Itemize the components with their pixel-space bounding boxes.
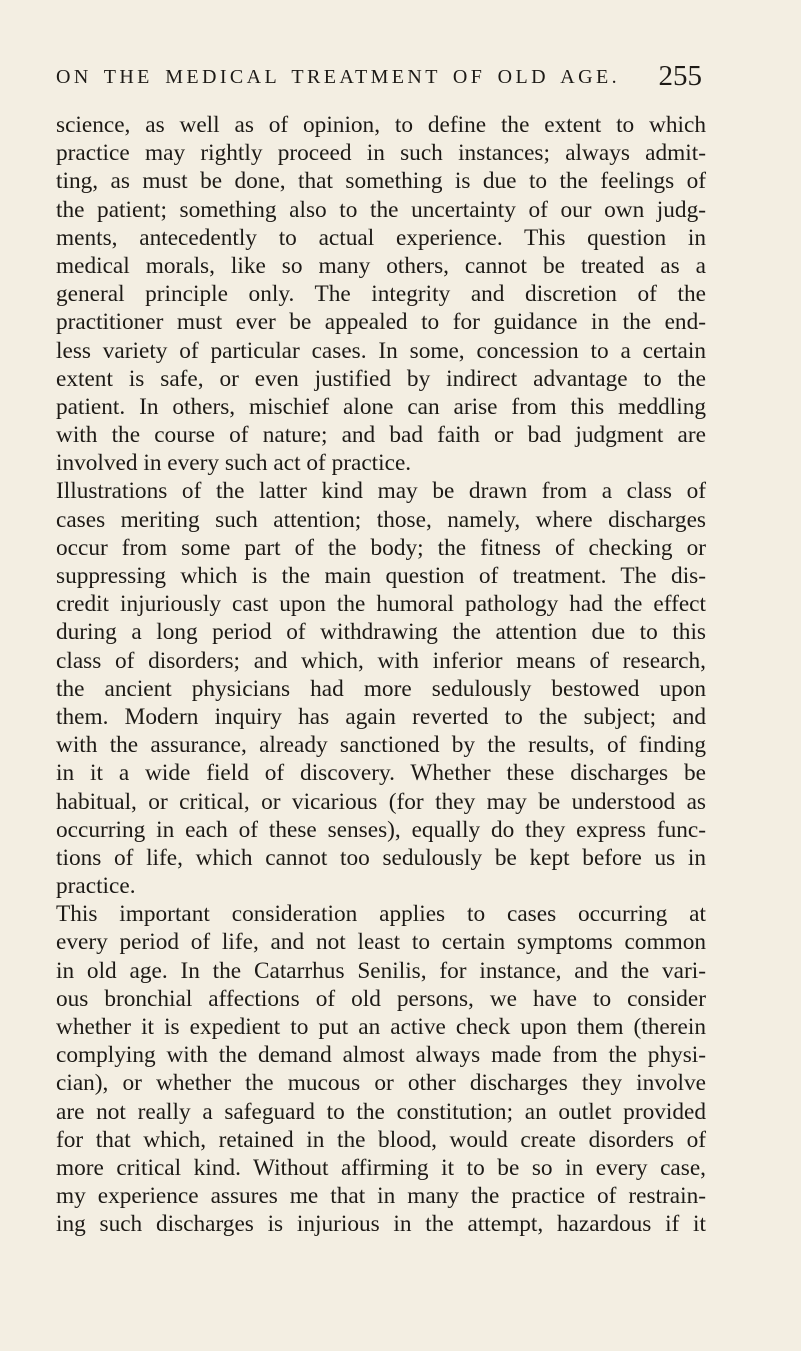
text-line: the ancient physicians had more sedulously bestowed upon: [56, 675, 706, 702]
text-line: practitioner must ever be appealed to for guidance in the end-: [56, 309, 706, 336]
text-line: less variety of particular cases. In some, concession to a certain: [56, 337, 706, 364]
text-line: ous bronchial affections of old persons, we have to consider: [56, 985, 706, 1012]
running-header: [56, 62, 704, 96]
text-line: patient. In others, mischief alone can arise from this meddling: [56, 393, 706, 420]
text-line: every period of life, and not least to certain symptoms common: [56, 929, 706, 956]
text-line: general principle only. The integrity and discretion of the: [56, 281, 706, 308]
text-line: Illustrations of the latter kind may be drawn from a class of: [56, 478, 706, 505]
text-line: occur from some part of the body; the fitness of checking or: [56, 534, 706, 561]
text-line: involved in every such act of practice.: [56, 450, 412, 477]
text-line: cases meriting such attention; those, namely, where discharges: [56, 506, 706, 533]
text-line: ments, antecedently to actual experience. This question in: [56, 224, 706, 251]
text-line: class of disorders; and which, with inferior means of research,: [56, 647, 706, 674]
text-line: cian), or whether the mucous or other discharges they involve: [56, 1070, 706, 1097]
text-line: credit injuriously cast upon the humoral pathology had the effect: [56, 591, 706, 618]
text-line: suppressing which is the main question of treatment. The dis-: [56, 563, 706, 589]
text-line: with the assurance, already sanctioned by the results, of finding: [56, 732, 706, 759]
text-line: This important consideration applies to cases occurring at: [56, 901, 706, 928]
text-line: ing such discharges is injurious in the attempt, hazardous if it: [56, 1211, 706, 1238]
text-line: with the course of nature; and bad faith or bad judgment are: [56, 422, 706, 449]
text-line: them. Modern inquiry has again reverted to the subject; and: [56, 703, 706, 730]
text-line: habitual, or critical, or vicarious (for they may be understood as: [56, 788, 706, 815]
text-line: tions of life, which cannot too sedulously be kept before us in: [56, 844, 706, 871]
text-line: in it a wide field of discovery. Whether these discharges be: [56, 760, 706, 787]
text-line: ting, as must be done, that something is due to the feelings of: [56, 168, 706, 195]
running-title: ON THE MEDICAL TREATMENT OF OLD AGE.: [56, 66, 620, 88]
text-line: science, as well as of opinion, to define the extent to which: [56, 112, 706, 138]
text-line: complying with the demand almost always made from the physi-: [56, 1042, 706, 1069]
text-line: whether it is expedient to put an active check upon them (therein: [56, 1014, 706, 1040]
text-line: medical morals, like so many others, cannot be treated as a: [56, 252, 706, 279]
text-line: the patient; something also to the uncertainty of our own judg-: [56, 196, 706, 223]
body-text: [56, 111, 706, 1239]
text-line: are not really a safeguard to the constitution; an outlet provided: [56, 1098, 706, 1125]
text-line: extent is safe, or even justified by indirect advantage to the: [56, 365, 706, 392]
text-line: in old age. In the Catarrhus Senilis, for instance, and the vari-: [56, 957, 706, 984]
text-line: during a long period of withdrawing the attention due to this: [56, 619, 706, 646]
text-line: my experience assures me that in many the practice of restrain-: [56, 1183, 706, 1210]
page-number: 255: [658, 60, 702, 92]
text-line: more critical kind. Without affirming it to be so in every case,: [56, 1154, 706, 1181]
text-line: practice may rightly proceed in such instances; always admit-: [56, 140, 706, 167]
text-line: for that which, retained in the blood, would create disorders of: [56, 1126, 706, 1153]
text-line: occurring in each of these senses), equally do they express func-: [56, 816, 706, 843]
text-line: practice.: [56, 873, 136, 900]
